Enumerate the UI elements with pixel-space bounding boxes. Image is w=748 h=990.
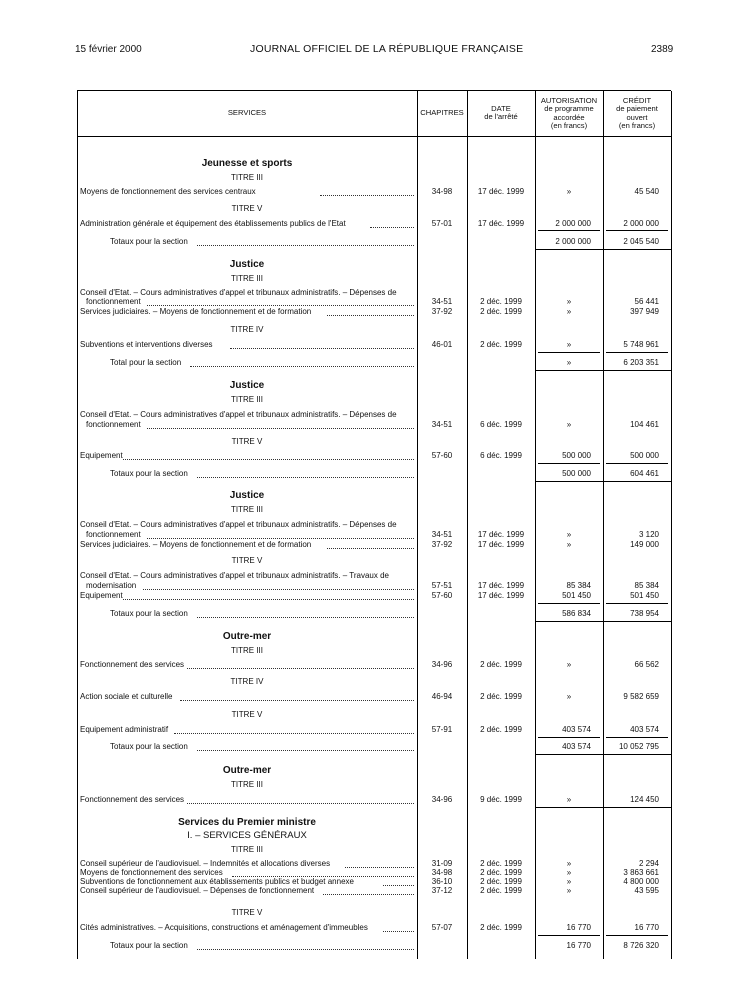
row-date: 2 déc. 1999: [480, 868, 522, 877]
dot-leader: [187, 668, 414, 669]
row-chapitre: 57-01: [431, 219, 453, 228]
row-credit: 500 000: [630, 451, 659, 460]
section-title: Justice: [229, 490, 265, 501]
row-credit: 501 450: [630, 591, 659, 600]
section-separator: [535, 249, 671, 250]
row-date: 9 déc. 1999: [480, 795, 522, 804]
row-chapitre: 57-51: [431, 581, 453, 590]
section-subtitle: I. – SERVICES GÉNÉRAUX: [187, 830, 307, 841]
row-date: 2 déc. 1999: [480, 340, 522, 349]
row-label: Conseil d'Etat. – Cours administratives d'appel et tribunaux administratifs. – Dépenses de: [80, 288, 397, 297]
section-total-autorisation: 16 770: [566, 941, 591, 950]
row-autorisation: »: [566, 187, 572, 196]
row-label-continued: fonctionnement: [86, 297, 141, 306]
titre-heading: TITRE III: [231, 845, 263, 854]
row-date: 2 déc. 1999: [480, 725, 522, 734]
row-label: Conseil d'Etat. – Cours administratives d'appel et tribunaux administratifs. – Travaux de: [80, 571, 389, 580]
row-credit: 2 294: [638, 859, 659, 868]
row-autorisation: »: [566, 886, 572, 895]
titre-heading: TITRE III: [231, 395, 263, 404]
section-total-label: Totaux pour la section: [110, 742, 188, 751]
row-credit: 56 441: [634, 297, 659, 306]
titre-heading: TITRE V: [231, 710, 263, 719]
row-chapitre: 31-09: [431, 859, 453, 868]
row-autorisation: »: [566, 795, 572, 804]
page-header: [0, 0, 748, 60]
dot-leader: [370, 227, 414, 228]
row-chapitre: 57-07: [431, 923, 453, 932]
section-title: Services du Premier ministre: [178, 817, 316, 828]
table-right-border: [671, 91, 672, 959]
col-header-date: DATE de l'arrêté: [484, 104, 518, 122]
dot-leader: [174, 733, 414, 734]
subtotal-rule: [538, 603, 600, 604]
row-date: 6 déc. 1999: [480, 420, 522, 429]
row-autorisation: »: [566, 859, 572, 868]
subtotal-rule: [606, 230, 668, 231]
dot-leader: [190, 366, 414, 367]
row-label: Cités administratives. – Acquisitions, constructions et aménagement d'immeubles: [80, 923, 368, 932]
subtotal-rule: [606, 463, 668, 464]
row-autorisation: »: [566, 530, 572, 539]
section-total-autorisation: »: [566, 358, 572, 367]
titre-heading: TITRE IV: [230, 677, 264, 686]
col-header-chapitres: CHAPITRES: [420, 108, 464, 117]
row-credit: 45 540: [634, 187, 659, 196]
row-label: Services judiciaires. – Moyens de fonctionnement et de formation: [80, 307, 312, 316]
titre-heading: TITRE V: [231, 204, 263, 213]
row-date: 2 déc. 1999: [480, 692, 522, 701]
subtotal-rule: [538, 737, 600, 738]
dot-leader: [197, 750, 414, 751]
section-total-autorisation: 500 000: [562, 469, 591, 478]
row-chapitre: 34-51: [431, 297, 453, 306]
publication-date: 15 février 2000: [75, 44, 142, 55]
row-credit: 124 450: [630, 795, 659, 804]
row-label-continued: fonctionnement: [86, 530, 141, 539]
section-separator: [535, 807, 671, 808]
dot-leader: [143, 589, 414, 590]
row-date: 17 déc. 1999: [477, 540, 525, 549]
row-autorisation: 16 770: [566, 923, 591, 932]
row-date: 2 déc. 1999: [480, 297, 522, 306]
titre-heading: TITRE V: [231, 437, 263, 446]
section-total-credit: 604 461: [630, 469, 659, 478]
row-chapitre: 37-12: [431, 886, 453, 895]
row-credit: 66 562: [634, 660, 659, 669]
row-chapitre: 34-96: [431, 660, 453, 669]
row-credit: 397 949: [630, 307, 659, 316]
subtotal-rule: [606, 603, 668, 604]
row-chapitre: 34-98: [431, 187, 453, 196]
row-date: 17 déc. 1999: [477, 581, 525, 590]
section-total-label: Totaux pour la section: [110, 941, 188, 950]
row-label: Services judiciaires. – Moyens de fonctionnement et de formation: [80, 540, 312, 549]
subtotal-rule: [538, 230, 600, 231]
dot-leader: [187, 803, 414, 804]
row-label: Subventions de fonctionnement aux établissements publics et budget annexe: [80, 877, 354, 886]
row-label: Equipement: [80, 451, 123, 460]
subtotal-rule: [606, 737, 668, 738]
row-date: 17 déc. 1999: [477, 187, 525, 196]
row-label: Conseil d'Etat. – Cours administratives d'appel et tribunaux administratifs. – Dépenses de: [80, 410, 397, 419]
row-credit: 85 384: [634, 581, 659, 590]
row-chapitre: 46-94: [431, 692, 453, 701]
page-number: 2389: [651, 44, 674, 55]
journal-title: JOURNAL OFFICIEL DE LA RÉPUBLIQUE FRANÇAISE: [250, 43, 524, 55]
row-credit: 5 748 961: [623, 340, 659, 349]
dot-leader: [327, 548, 414, 549]
subtotal-rule: [538, 463, 600, 464]
dot-leader: [230, 348, 414, 349]
section-total-credit: 8 726 320: [623, 941, 659, 950]
row-chapitre: 36-10: [431, 877, 453, 886]
row-autorisation: »: [566, 340, 572, 349]
row-date: 2 déc. 1999: [480, 923, 522, 932]
section-title: Justice: [229, 259, 265, 270]
section-title: Jeunesse et sports: [201, 158, 293, 169]
row-label: Equipement administratif: [80, 725, 169, 734]
subtotal-rule: [606, 352, 668, 353]
dot-leader: [383, 931, 414, 932]
row-chapitre: 37-92: [431, 540, 453, 549]
dot-leader: [123, 599, 414, 600]
dot-leader: [197, 245, 414, 246]
row-date: 2 déc. 1999: [480, 886, 522, 895]
row-autorisation: 501 450: [562, 591, 591, 600]
row-date: 2 déc. 1999: [480, 307, 522, 316]
row-label: Action sociale et culturelle: [80, 692, 173, 701]
row-label-continued: fonctionnement: [86, 420, 141, 429]
row-autorisation: 500 000: [562, 451, 591, 460]
dot-leader: [147, 305, 414, 306]
row-autorisation: 85 384: [566, 581, 591, 590]
section-total-autorisation: 586 834: [562, 609, 591, 618]
row-label: Administration générale et équipement des établissements publics de l'Etat: [80, 219, 346, 228]
dot-leader: [180, 700, 414, 701]
section-total-label: Total pour la section: [110, 358, 182, 367]
row-chapitre: 57-60: [431, 451, 453, 460]
row-credit: 4 800 000: [623, 877, 659, 886]
header-separator: [77, 136, 671, 137]
row-autorisation: »: [566, 307, 572, 316]
row-label: Conseil supérieur de l'audiovisuel. – Dépenses de fonctionnement: [80, 886, 315, 895]
row-autorisation: 403 574: [562, 725, 591, 734]
dot-leader: [323, 894, 414, 895]
row-date: 6 déc. 1999: [480, 451, 522, 460]
titre-heading: TITRE III: [231, 173, 263, 182]
subtotal-rule: [538, 352, 600, 353]
row-date: 17 déc. 1999: [477, 530, 525, 539]
section-total-label: Totaux pour la section: [110, 469, 188, 478]
row-label: Conseil d'Etat. – Cours administratives d'appel et tribunaux administratifs. – Dépenses de: [80, 520, 397, 529]
row-autorisation: »: [566, 420, 572, 429]
dot-leader: [123, 459, 414, 460]
row-label-continued: modernisation: [86, 581, 137, 590]
row-credit: 149 000: [630, 540, 659, 549]
dot-leader: [327, 315, 414, 316]
row-label: Subventions et interventions diverses: [80, 340, 213, 349]
section-separator: [535, 621, 671, 622]
titre-heading: TITRE V: [231, 556, 263, 565]
row-chapitre: 34-96: [431, 795, 453, 804]
col-header-autorisation: AUTORISATION de programme accordée (en francs): [540, 96, 598, 131]
row-credit: 2 000 000: [623, 219, 659, 228]
row-credit: 9 582 659: [623, 692, 659, 701]
section-total-autorisation: 2 000 000: [555, 237, 591, 246]
row-autorisation: »: [566, 297, 572, 306]
row-autorisation: »: [566, 692, 572, 701]
row-autorisation: »: [566, 877, 572, 886]
titre-heading: TITRE IV: [230, 325, 264, 334]
row-label: Conseil supérieur de l'audiovisuel. – Indemnités et allocations diverses: [80, 859, 331, 868]
section-title: Outre-mer: [222, 631, 272, 642]
dot-leader: [345, 867, 414, 868]
col-header-credit: CRÉDIT de paiement ouvert (en francs): [616, 96, 658, 131]
titre-heading: TITRE III: [231, 780, 263, 789]
row-autorisation: »: [566, 660, 572, 669]
section-total-credit: 6 203 351: [623, 358, 659, 367]
section-total-credit: 2 045 540: [623, 237, 659, 246]
row-date: 17 déc. 1999: [477, 591, 525, 600]
titre-heading: TITRE III: [231, 274, 263, 283]
row-credit: 43 595: [634, 886, 659, 895]
credits-table: [77, 90, 671, 959]
row-date: 2 déc. 1999: [480, 859, 522, 868]
section-total-credit: 738 954: [630, 609, 659, 618]
dot-leader: [320, 195, 414, 196]
row-chapitre: 34-51: [431, 530, 453, 539]
section-separator: [535, 481, 671, 482]
row-date: 2 déc. 1999: [480, 660, 522, 669]
row-label: Fonctionnement des services: [80, 660, 185, 669]
row-chapitre: 57-60: [431, 591, 453, 600]
row-credit: 104 461: [630, 420, 659, 429]
row-chapitre: 37-92: [431, 307, 453, 316]
subtotal-rule: [538, 935, 600, 936]
section-total-label: Totaux pour la section: [110, 237, 188, 246]
dot-leader: [197, 949, 414, 950]
row-label: Moyens de fonctionnement des services centraux: [80, 187, 256, 196]
row-date: 17 déc. 1999: [477, 219, 525, 228]
row-credit: 403 574: [630, 725, 659, 734]
row-label: Moyens de fonctionnement des services: [80, 868, 223, 877]
col-header-services: SERVICES: [227, 108, 267, 117]
dot-leader: [383, 885, 414, 886]
dot-leader: [147, 428, 414, 429]
row-autorisation: »: [566, 868, 572, 877]
titre-heading: TITRE III: [231, 646, 263, 655]
titre-heading: TITRE III: [231, 505, 263, 514]
row-credit: 16 770: [634, 923, 659, 932]
row-chapitre: 57-91: [431, 725, 453, 734]
row-date: 2 déc. 1999: [480, 877, 522, 886]
row-credit: 3 863 661: [623, 868, 659, 877]
section-title: Outre-mer: [222, 765, 272, 776]
section-title: Justice: [229, 380, 265, 391]
row-chapitre: 46-01: [431, 340, 453, 349]
section-separator: [535, 754, 671, 755]
row-autorisation: 2 000 000: [555, 219, 591, 228]
dot-leader: [197, 617, 414, 618]
row-label: Fonctionnement des services: [80, 795, 185, 804]
titre-heading: TITRE V: [231, 908, 263, 917]
row-label: Equipement: [80, 591, 123, 600]
row-chapitre: 34-51: [431, 420, 453, 429]
section-separator: [535, 370, 671, 371]
subtotal-rule: [606, 935, 668, 936]
section-total-label: Totaux pour la section: [110, 609, 188, 618]
row-chapitre: 34-98: [431, 868, 453, 877]
dot-leader: [147, 538, 414, 539]
row-credit: 3 120: [638, 530, 659, 539]
dot-leader: [197, 477, 414, 478]
section-total-autorisation: 403 574: [562, 742, 591, 751]
section-total-credit: 10 052 795: [618, 742, 659, 751]
row-autorisation: »: [566, 540, 572, 549]
